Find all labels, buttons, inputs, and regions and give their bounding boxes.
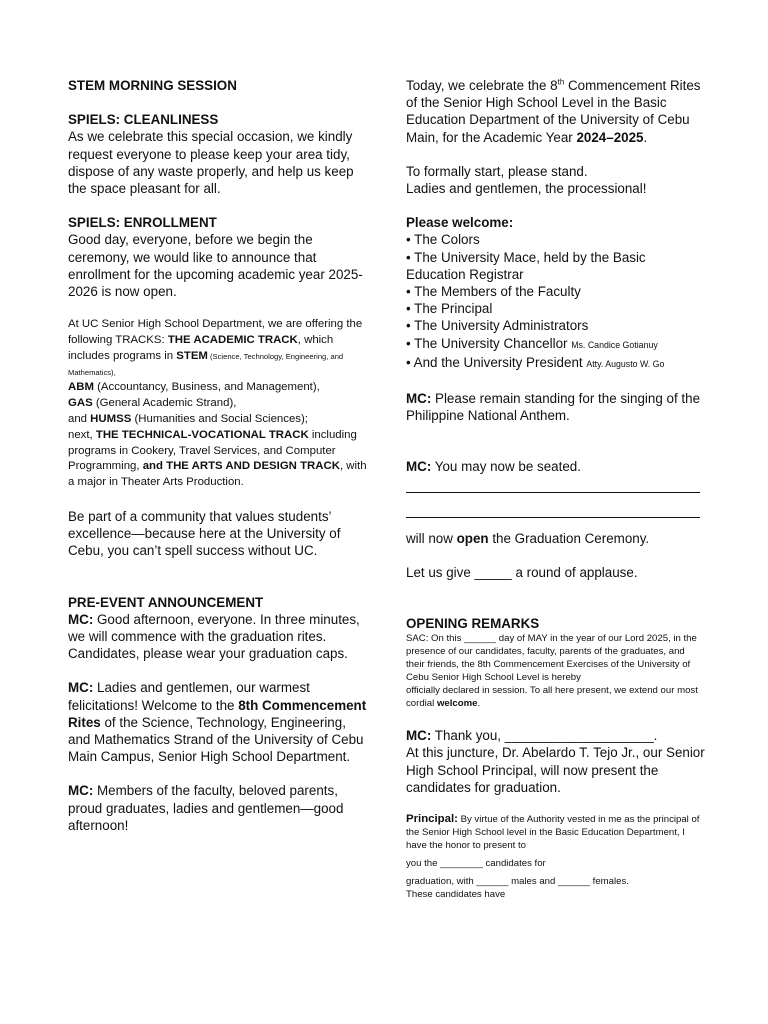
president-label: • And the University President — [406, 354, 587, 370]
intro-sup: th — [557, 77, 565, 87]
mc-label: MC: — [68, 783, 94, 799]
thank-text: Thank you, ____________________. — [431, 728, 658, 744]
mc-label: MC: — [406, 391, 432, 407]
anthem-line — [406, 390, 706, 424]
abm-desc: (Accountancy, Business, and Management), — [93, 381, 320, 394]
seated-line — [406, 458, 706, 475]
mc-text-1: Good afternoon, everyone. In three minutes, we will commence with the graduation rites. Candidates, please wear your graduation caps. — [68, 611, 360, 662]
intro-end: . — [643, 129, 648, 145]
blank-line — [406, 501, 700, 518]
arts-desc: , with a major in Theater Arts Production. — [68, 460, 367, 489]
principal-label: Principal: — [406, 813, 458, 826]
cleanliness-heading: SPIELS: CLEANLINESS — [68, 112, 219, 128]
tracks-paragraph — [68, 317, 368, 491]
mc-text-2-bold: 8th Commencement Rites — [68, 697, 367, 730]
mc-text-2b: of the Science, Technology, Engineering, and Mathematics Strand of the University of Cebu Main Campus, Senior High School Department. — [68, 714, 364, 765]
welcome-item: • The University Administrators — [406, 318, 589, 334]
academic-track: THE ACADEMIC TRACK — [167, 334, 298, 347]
mc-label: MC: — [68, 611, 94, 627]
anthem-text: Please remain standing for the singing of the Philippine National Anthem. — [406, 391, 701, 424]
arts-track: and THE ARTS AND DESIGN TRACK — [142, 460, 340, 473]
humss-desc: (Humanities and Social Sciences); — [131, 413, 308, 426]
intro-b: Commencement Rites of the Senior High School Level in the Basic Education Department of the University of Cebu Main, for the Academic Year — [406, 78, 701, 145]
sac-b: officially declared in session. To all here present, we extend our most cordial — [406, 685, 698, 710]
community-text: Be part of a community that values students’ excellence—because here at the University of Cebu, you can’t spell success without UC. — [68, 509, 341, 559]
president-name: Atty. Augusto W. Go — [586, 358, 665, 369]
techvoc-desc: including programs in Cookery, Travel Services, and Computer Programming, — [68, 428, 357, 473]
juncture-text: At this juncture, Dr. Abelardo T. Tejo Jr., our Senior High School Principal, will now present the candidates for graduation. — [406, 745, 705, 795]
welcome-item: • The Colors — [406, 232, 480, 248]
welcome-item: • The University Mace, held by the Basic Education Registrar — [406, 249, 646, 282]
humss-label: HUMSS — [90, 413, 132, 426]
mc-text-3: Members of the faculty, beloved parents, proud graduates, ladies and gentlemen—good afternoon! — [68, 783, 344, 833]
intro-a: Today, we celebrate the 8 — [406, 78, 558, 93]
seated-text: You may now be seated. — [431, 459, 581, 475]
stem-desc: (Science, Technology, Engineering, and Mathematics), — [68, 351, 344, 377]
sac-text-b — [406, 684, 706, 710]
welcome-item: • The Principal — [406, 301, 493, 317]
welcome-item-president — [406, 354, 706, 373]
candidates-have: These candidates have — [406, 889, 506, 901]
open-bold: open — [456, 530, 489, 546]
open-b: the Graduation Ceremony. — [488, 530, 650, 546]
thank-line — [406, 727, 706, 744]
open-a: will now — [406, 530, 457, 546]
mc-line-1 — [68, 611, 368, 663]
opening-heading: OPENING REMARKS — [406, 616, 540, 632]
open-line — [406, 530, 706, 547]
mc-text-2a: Ladies and gentlemen, our warmest felicitations! Welcome to the — [68, 680, 310, 713]
mc-label: MC: — [406, 728, 432, 744]
gas-label: GAS — [68, 397, 93, 410]
tracks-intro: At UC Senior High School Department, we are offering the following TRACKS: — [68, 318, 363, 347]
welcome-heading: Please welcome: — [406, 215, 514, 231]
abm-label: ABM — [68, 381, 94, 394]
intro-year: 2024–2025 — [576, 129, 644, 145]
mc-label: MC: — [406, 459, 432, 475]
blank-line — [406, 476, 700, 493]
mc-line-2 — [68, 679, 368, 765]
principal-text — [406, 813, 706, 852]
chancellor-label: • The University Chancellor — [406, 335, 572, 351]
session-title: STEM MORNING SESSION — [68, 78, 237, 93]
stem-label: STEM — [176, 349, 208, 362]
principal-body: By virtue of the Authority vested in me as the principal of the Senior High School level in the Basic Education Department, I have the honor to present to — [406, 814, 700, 852]
sac-end: . — [477, 698, 481, 710]
applause-text: Let us give _____ a round of applause. — [406, 564, 638, 580]
welcome-item-chancellor — [406, 335, 706, 354]
candidates-line: you the ________ candidates for — [406, 858, 546, 870]
sac-text-a: SAC: On this ______ day of MAY in the year of our Lord 2025, in the presence of our candidates, faculty, parents of the graduates, and their friends, the 8th Commencement Exercises of the University of Cebu Senior High School Level is hereby — [406, 633, 697, 684]
cleanliness-text: As we celebrate this special occasion, we kindly request everyone to please keep your area tidy, dispose of any waste properly, and help us keep the space pleasant for all. — [68, 129, 354, 197]
right-column — [406, 77, 706, 901]
mc-label: MC: — [68, 680, 94, 696]
graduation-line: graduation, with ______ males and ______ females. — [406, 876, 629, 888]
academic-desc: , which includes programs in — [68, 334, 334, 362]
next-word: next, — [68, 428, 96, 441]
mc-line-3 — [68, 782, 368, 834]
stand-text: To formally start, please stand. — [406, 163, 588, 179]
processional-text: Ladies and gentlemen, the processional! — [406, 181, 647, 197]
gas-desc: (General Academic Strand), — [92, 397, 237, 410]
pre-event-heading: PRE-EVENT ANNOUNCEMENT — [68, 594, 264, 610]
intro-text — [406, 77, 706, 146]
enrollment-text: Good day, everyone, before we begin the ceremony, we would like to announce that enrollment for the upcoming academic year 2025-2026 is now open. — [68, 232, 363, 300]
left-column — [68, 77, 368, 834]
welcome-item: • The Members of the Faculty — [406, 284, 581, 300]
techvoc-track: THE TECHNICAL-VOCATIONAL TRACK — [95, 428, 309, 441]
chancellor-name: Ms. Candice Gotianuy — [571, 339, 658, 350]
enrollment-heading: SPIELS: ENROLLMENT — [68, 215, 217, 231]
and-word: and — [68, 413, 91, 426]
sac-bold: welcome — [436, 698, 478, 710]
